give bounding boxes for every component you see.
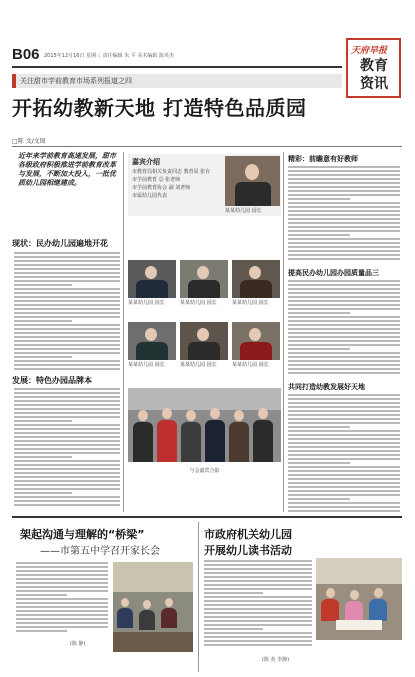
- text-line: [16, 574, 108, 576]
- text-line: [288, 422, 400, 424]
- text-line: [14, 412, 120, 414]
- text-line: [204, 576, 312, 578]
- text-line: [16, 566, 108, 568]
- text-line: [16, 594, 67, 596]
- text-line: [16, 606, 108, 608]
- text-line: [288, 206, 400, 208]
- group-photo: [128, 388, 281, 462]
- text-line: [204, 604, 312, 606]
- text-line: [288, 406, 400, 408]
- text-line: [204, 564, 312, 566]
- portrait-photo: [232, 260, 280, 298]
- text-line: [14, 368, 120, 370]
- text-line: [14, 480, 120, 482]
- text-line: [14, 260, 120, 262]
- text-line: [288, 502, 400, 504]
- text-line: [14, 476, 120, 478]
- text-line: [14, 328, 120, 330]
- text-line: [288, 230, 400, 232]
- text-line: [14, 500, 120, 502]
- text-line: [14, 256, 120, 258]
- text-line: [288, 254, 400, 256]
- text-line: [14, 472, 120, 474]
- text-line: [288, 360, 400, 362]
- text-line: [16, 582, 108, 584]
- text-line: [204, 572, 312, 574]
- text-line: [288, 478, 400, 480]
- text-line: [288, 242, 400, 244]
- text-line: [288, 288, 400, 290]
- text-line: [16, 590, 108, 592]
- text-line: [288, 202, 400, 204]
- text-line: [14, 316, 120, 318]
- text-line: [16, 602, 108, 604]
- text-line: [288, 430, 400, 432]
- text-line: [288, 194, 400, 196]
- text-line: [288, 340, 400, 342]
- lead-paragraph: 近年来学前教育高速发展，甜市各级政府积极推进学前教育改革与发展，不断加大投入，一批优质幼儿园相继建成。: [18, 152, 116, 187]
- text-line: [14, 396, 120, 398]
- headline: 开拓幼教新天地 打造特色品质园: [12, 96, 307, 120]
- text-line: [14, 408, 120, 410]
- text-line: [288, 170, 400, 172]
- text-line: [204, 608, 312, 610]
- text-line: [288, 190, 400, 192]
- text-line: [16, 570, 108, 572]
- header-rule: [12, 66, 342, 68]
- text-line: [16, 622, 108, 624]
- photo-caption: 某某幼儿园 园长: [225, 208, 262, 214]
- text-line: [14, 332, 120, 334]
- text-line: [288, 198, 350, 200]
- text-line: [14, 436, 120, 438]
- portrait-photo: [128, 322, 176, 360]
- text-line: [288, 470, 400, 472]
- text-line: [288, 418, 400, 420]
- text-line: [14, 424, 120, 426]
- text-line: [204, 580, 312, 582]
- text-line: [14, 272, 120, 274]
- text-line: [204, 616, 312, 618]
- text-line: [14, 392, 120, 394]
- text-line: [288, 462, 350, 464]
- text-line: [288, 178, 400, 180]
- text-line: [288, 296, 400, 298]
- byline-rule: [12, 146, 402, 147]
- text-line: [14, 264, 120, 266]
- bottom-right-byline: (陈 英 李静): [262, 657, 290, 663]
- bottom-section-rule: [12, 516, 402, 518]
- text-line: [288, 344, 400, 346]
- text-line: [14, 320, 72, 322]
- text-line: [288, 490, 400, 492]
- text-line: [288, 174, 400, 176]
- bottom-left-title-2: ——市第五中学召开家长会: [40, 546, 160, 557]
- text-line: [14, 416, 120, 418]
- text-line: [288, 246, 400, 248]
- text-line: [288, 506, 400, 508]
- portrait-photo: [180, 260, 228, 298]
- text-line: [288, 308, 400, 310]
- text-line: [288, 454, 400, 456]
- text-line: [288, 280, 400, 282]
- text-line: [14, 344, 120, 346]
- text-line: [288, 284, 400, 286]
- text-line: [16, 614, 108, 616]
- reading-activity-photo: [316, 558, 402, 640]
- text-line: [14, 280, 120, 282]
- text-line: [288, 292, 400, 294]
- text-line: [288, 486, 400, 488]
- text-line: [288, 352, 400, 354]
- text-line: [204, 612, 312, 614]
- photo-caption: 某某幼儿园 园长: [232, 362, 269, 368]
- text-line: [288, 258, 400, 260]
- text-line: [14, 432, 120, 434]
- text-line: [288, 210, 400, 212]
- text-line: [288, 324, 400, 326]
- text-line: [288, 372, 400, 374]
- text-line: [288, 312, 350, 314]
- bottom-right-title-2: 开展幼儿读书活动: [204, 544, 292, 557]
- text-line: [16, 610, 108, 612]
- text-line: [14, 300, 120, 302]
- text-line: [204, 640, 312, 642]
- text-line: [288, 410, 400, 412]
- guest-line: 市属幼儿园代表: [132, 193, 168, 199]
- text-line: [14, 308, 120, 310]
- portrait-photo: [232, 322, 280, 360]
- text-line: [14, 484, 120, 486]
- text-line: [204, 624, 312, 626]
- bottom-column-divider: [198, 522, 199, 672]
- text-line: [204, 636, 312, 638]
- text-line: [14, 284, 72, 286]
- text-line: [14, 404, 120, 406]
- text-line: [288, 218, 400, 220]
- text-line: [288, 510, 400, 512]
- text-line: [288, 336, 400, 338]
- text-line: [14, 492, 72, 494]
- text-line: [14, 288, 120, 290]
- text-line: [14, 268, 120, 270]
- text-line: [288, 438, 400, 440]
- text-line: [288, 368, 400, 370]
- text-line: [288, 434, 400, 436]
- text-line: [288, 498, 350, 500]
- text-line: [288, 316, 400, 318]
- text-line: [14, 312, 120, 314]
- column-divider-right: [283, 152, 284, 512]
- byline: □陈 文/文图: [12, 138, 46, 145]
- text-line: [288, 458, 400, 460]
- guest-intro-header: 嘉宾介绍: [132, 158, 160, 166]
- text-line: [204, 584, 312, 586]
- photo-caption: 某某幼儿园 园长: [128, 300, 165, 306]
- photo-caption: 某某幼儿园 园长: [128, 362, 165, 368]
- text-line: [204, 620, 312, 622]
- text-line: [288, 250, 400, 252]
- text-line: [14, 276, 120, 278]
- photo-caption: 某某幼儿园 园长: [180, 362, 217, 368]
- text-line: [14, 460, 120, 462]
- section-title: 教育资讯: [360, 58, 388, 92]
- text-line: [204, 588, 312, 590]
- text-line: [16, 630, 67, 632]
- text-line: [288, 348, 350, 350]
- photo-caption: 某某幼儿园 园长: [180, 300, 217, 306]
- text-line: [16, 562, 108, 564]
- text-line: [288, 426, 350, 428]
- text-line: [14, 452, 120, 454]
- text-line: [204, 560, 312, 562]
- text-line: [204, 632, 312, 634]
- text-line: [288, 402, 400, 404]
- text-line: [288, 394, 400, 396]
- text-line: [288, 320, 400, 322]
- text-line: [14, 400, 120, 402]
- text-line: [16, 618, 108, 620]
- subhead-development: 发展：特色办园品牌本: [12, 376, 92, 385]
- text-line: [14, 292, 120, 294]
- text-line: [288, 450, 400, 452]
- text-line: [14, 444, 120, 446]
- text-line: [14, 440, 120, 442]
- subhead-status: 现状：民办幼儿园遍地开花: [12, 239, 108, 248]
- text-line: [204, 592, 263, 594]
- portrait-photo: [180, 322, 228, 360]
- group-photo-caption: 与会嘉宾合影: [189, 468, 220, 474]
- text-line: [288, 442, 400, 444]
- text-line: [14, 488, 120, 490]
- text-line: [288, 226, 400, 228]
- photo-caption: 某某幼儿园 园长: [232, 300, 269, 306]
- text-line: [14, 352, 120, 354]
- text-line: [288, 222, 400, 224]
- guest-line: 市教育局相关负责同志 教育局 张有: [132, 169, 211, 175]
- text-line: [288, 446, 400, 448]
- text-line: [288, 466, 400, 468]
- series-banner-text: 关注甜市学前教育市场系列报道之四: [20, 77, 132, 85]
- text-line: [14, 356, 72, 358]
- text-line: [288, 234, 350, 236]
- guest-line: 市学前教育协会 副 刘老师: [132, 185, 191, 191]
- text-line: [14, 296, 120, 298]
- text-line: [16, 586, 108, 588]
- text-line: [288, 494, 400, 496]
- bottom-right-title-1: 市政府机关幼儿园: [204, 528, 292, 541]
- series-banner: [12, 74, 342, 88]
- text-line: [288, 364, 400, 366]
- page-number: B06: [12, 46, 40, 63]
- text-line: [288, 238, 400, 240]
- classroom-photo: [113, 562, 193, 652]
- bottom-left-byline: (陈 静): [70, 641, 86, 647]
- text-line: [14, 496, 120, 498]
- text-line: [14, 456, 72, 458]
- text-line: [288, 300, 400, 302]
- column-divider-left: [123, 152, 124, 512]
- text-line: [14, 428, 120, 430]
- text-line: [14, 336, 120, 338]
- text-line: [204, 644, 312, 646]
- text-line: [14, 504, 120, 506]
- text-line: [14, 324, 120, 326]
- header-meta: 2015年12月16日 星期三 责任编辑 朱 平 美术编辑 陈英杰: [44, 53, 174, 59]
- text-line: [288, 474, 400, 476]
- text-line: [14, 420, 72, 422]
- guest-line: 市学前教育 总 张老师: [132, 177, 181, 183]
- right-subhead-1: 精彩：前瞻意有好教师: [288, 155, 358, 163]
- portrait-photo: [128, 260, 176, 298]
- text-line: [14, 364, 120, 366]
- logo-box: [346, 38, 401, 98]
- text-line: [288, 182, 400, 184]
- text-line: [204, 628, 263, 630]
- text-line: [288, 214, 400, 216]
- text-line: [14, 468, 120, 470]
- text-line: [14, 304, 120, 306]
- text-line: [204, 600, 312, 602]
- text-line: [14, 252, 120, 254]
- right-subhead-3: 共同打造幼教发展好天地: [288, 383, 365, 391]
- text-line: [14, 340, 120, 342]
- bottom-left-title-1: 架起沟通与理解的“桥梁”: [20, 528, 145, 541]
- portrait-photo: [225, 156, 280, 206]
- text-line: [288, 166, 400, 168]
- text-line: [14, 360, 120, 362]
- text-line: [14, 388, 120, 390]
- text-line: [288, 304, 400, 306]
- text-line: [204, 568, 312, 570]
- masthead-logo: 天府早报: [351, 46, 388, 56]
- text-line: [14, 348, 120, 350]
- text-line: [288, 482, 400, 484]
- text-line: [14, 464, 120, 466]
- text-line: [288, 186, 400, 188]
- text-line: [288, 414, 400, 416]
- text-line: [204, 596, 312, 598]
- text-line: [288, 328, 400, 330]
- text-line: [288, 356, 400, 358]
- text-line: [14, 448, 120, 450]
- right-subhead-2: 提高民办幼儿园办园质量品三: [288, 269, 379, 277]
- text-line: [16, 598, 108, 600]
- text-line: [288, 398, 400, 400]
- text-line: [288, 332, 400, 334]
- text-line: [16, 626, 108, 628]
- text-line: [16, 578, 108, 580]
